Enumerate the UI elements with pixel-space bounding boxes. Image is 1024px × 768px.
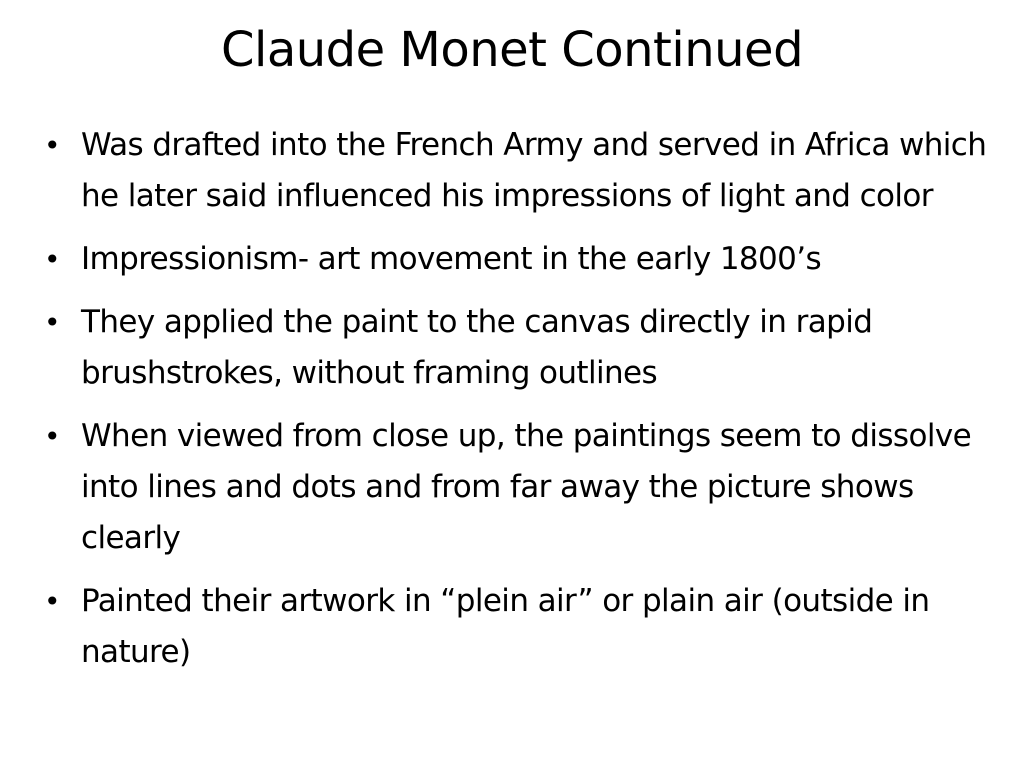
bullet-item: [40, 411, 1000, 564]
bullet-icon: •: [44, 129, 60, 162]
bullet-text: They applied the paint to the canvas directly in rapid brushstrokes, without framing outlines: [81, 304, 873, 391]
bullet-item: [40, 234, 1000, 285]
bullet-icon: •: [44, 420, 60, 453]
bullet-text: Painted their artwork in “plein air” or plain air (outside in nature): [81, 583, 930, 670]
bullet-item: [40, 297, 1000, 399]
bullet-icon: •: [44, 243, 60, 276]
bullet-item: [40, 576, 1000, 678]
bullet-list: [40, 120, 1000, 690]
slide-title: Claude Monet Continued: [220, 22, 804, 78]
bullet-text: Impressionism- art movement in the early 1800’s: [81, 241, 822, 277]
bullet-icon: •: [44, 306, 60, 339]
bullet-text: When viewed from close up, the paintings seem to dissolve into lines and dots and from far away the picture shows clearly: [81, 418, 972, 556]
bullet-text: Was drafted into the French Army and served in Africa which he later said influenced his impressions of light and color: [81, 127, 987, 214]
bullet-icon: •: [44, 585, 60, 618]
bullet-item: [40, 120, 1000, 222]
